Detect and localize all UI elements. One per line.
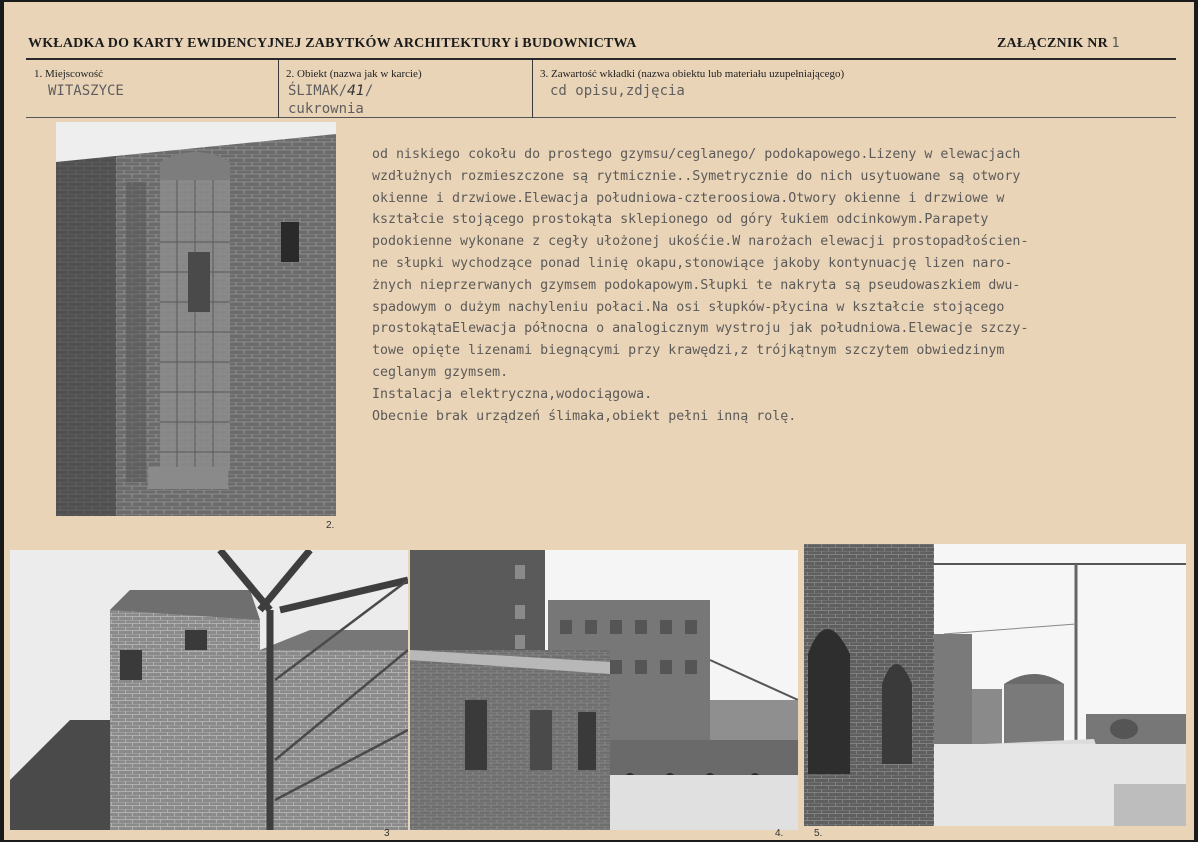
description-line: prostokątaElewacja północna o analogicznym wystroju jak południowa.Elewacje szczy- [372, 321, 1029, 337]
photo-number-3: 3 [384, 828, 390, 839]
photo-brick-wall [56, 122, 336, 516]
description-line: ceglanym gzymsem. [372, 364, 509, 380]
description-line: okienne i drzwiowe.Elewacja południowa-czteroosiowa.Otwory okienne i drzwiowe w [372, 190, 1005, 206]
locality-label: 1. Miejscowość [34, 68, 104, 80]
description-line: wzdłużnych rozmieszczone są rytmicznie..Symetrycznie do nich usytuowane są otwory [372, 168, 1021, 184]
photo-factory-buildings [410, 550, 798, 830]
description-line: podokienne wykonane z cegły ułożonej ukośćie.W narożach elewacji prostopadłościen- [372, 234, 1029, 250]
field-divider-1 [278, 60, 279, 118]
object-value: ŚLIMAK/41/ cukrownia [288, 83, 374, 117]
description-line: Obecnie brak urządzeń ślimaka,obiekt pełni inną rolę. [372, 408, 797, 424]
description-line: towe opięte lizenami biegnącymi przy krawędzi,z trójkątnym szczytem obwiedzinym [372, 343, 1005, 359]
description-text [372, 144, 1192, 427]
photo-arched-wall-yard [804, 544, 1186, 826]
contents-label: 3. Zawartość wkładki (nazwa obiektu lub materiału uzupełniającego) [540, 68, 845, 80]
attachment-label: ZAŁĄCZNIK NR 1 [997, 36, 1120, 51]
photo-number-5: 5. [814, 828, 823, 839]
attachment-number: 1 [1111, 36, 1120, 51]
object-label: 2. Obiekt (nazwa jak w karcie) [286, 68, 422, 80]
inventory-card-sheet [4, 2, 1194, 840]
description-line: kształcie stojącego prostokąta sklepionego od góry łukiem odcinkowym.Parapety [372, 212, 989, 228]
photo-brick-tower [10, 550, 408, 830]
description-line: od niskiego cokołu do prostego gzymsu/ceglanego/ podokapowego.Lizeny w elewacjach [372, 147, 1021, 162]
header-rule [26, 58, 1176, 60]
description-line: ne słupki wychodzące ponad linię okapu,stonowiące jakoby kontynuację lizen naro- [372, 255, 1013, 271]
description-line: Instalacja elektryczna,wodociągowa. [372, 386, 653, 402]
photo-number-2: 2. [326, 520, 335, 531]
object-number: 41 [347, 83, 365, 99]
fields-rule [26, 117, 1176, 118]
contents-value: cd opisu,zdjęcia [550, 83, 685, 99]
locality-value: WITASZYCE [48, 83, 124, 99]
description-line: spadowym o dużym nachyleniu połaci.Na osi słupków-płycina w kształcie stojącego [372, 299, 1005, 315]
photo-number-4: 4. [775, 828, 784, 839]
card-title: WKŁADKA DO KARTY EWIDENCYJNEJ ZABYTKÓW ARCHITEKTURY i BUDOWNICTWA [28, 36, 637, 51]
field-divider-2 [532, 60, 533, 118]
description-line: żnych nieprzerwanych gzymsem podokapowym.Słupki te nakryta są pseudowaszkiem dwu- [372, 277, 1021, 293]
